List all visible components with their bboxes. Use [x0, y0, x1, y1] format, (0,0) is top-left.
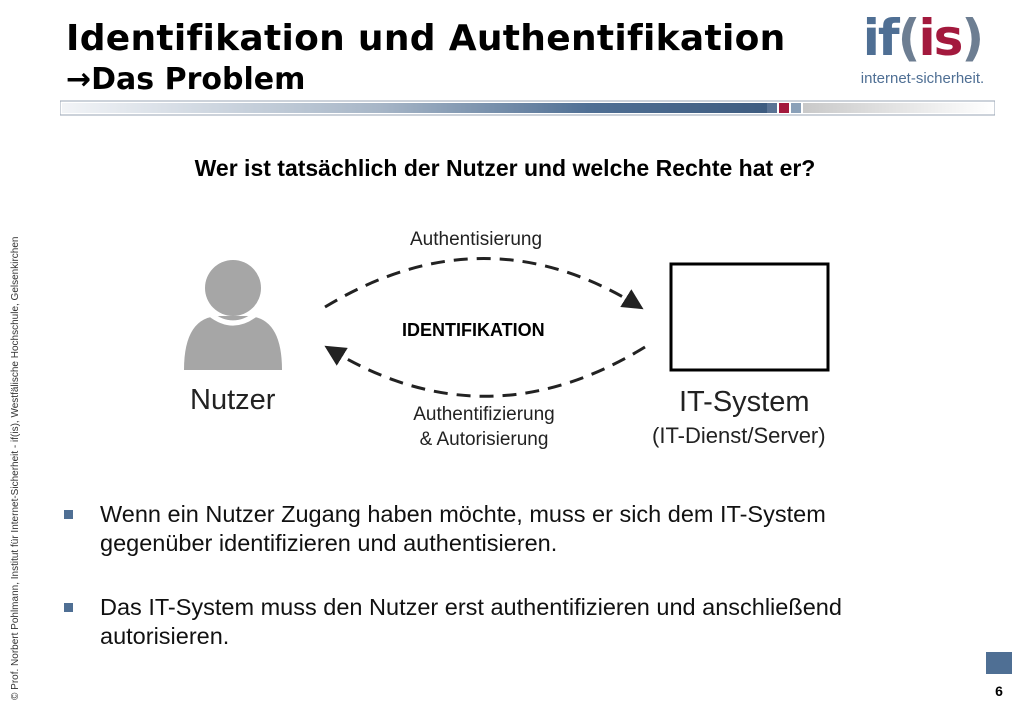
- identifikation-label: IDENTIFIKATION: [402, 320, 545, 340]
- it-system-label: IT-System: [679, 386, 810, 418]
- authentication-arrow: [325, 259, 640, 308]
- it-system-sublabel: (IT-Dienst/Server): [652, 423, 826, 448]
- user-icon: [184, 260, 282, 370]
- list-item: Wenn ein Nutzer Zugang haben möchte, muss er sich dem IT-System gegenüber identifizieren und authentisieren.: [64, 500, 964, 558]
- ifis-logo: [850, 8, 995, 93]
- authentisierung-label: Authentisierung: [410, 229, 543, 250]
- main-question: Wer ist tatsächlich der Nutzer und welche Rechte hat er?: [194, 155, 816, 181]
- bullet-list: [64, 500, 964, 686]
- authorization-arrow: [328, 347, 645, 396]
- logo-wordmark: if(is): [862, 9, 983, 67]
- list-item: Das IT-System muss den Nutzer erst authentifizieren und anschließend autorisieren.: [64, 593, 964, 651]
- page-marker-square: [986, 652, 1012, 674]
- nutzer-label: Nutzer: [190, 384, 276, 416]
- identification-diagram: [170, 220, 870, 460]
- square-bullet-icon: [64, 510, 73, 519]
- logo-tagline: internet-sicherheit.: [860, 70, 985, 87]
- page-subtitle: [66, 60, 305, 100]
- subtitle-text: Das Problem: [91, 62, 306, 97]
- right-arrow-icon: →: [66, 62, 92, 97]
- header-divider-bar: [60, 100, 995, 116]
- authentifizierung-label: Authentifizierung & Autorisierung: [413, 404, 555, 450]
- copyright-notice: © Prof. Norbert Pohlmann, Institut für Internet-Sicherheit - if(is), Westfälische Hochschule, Gelsenkirchen: [10, 236, 21, 700]
- page-title: Identifikation und Authentifikation: [66, 18, 786, 59]
- page-number: 6: [995, 683, 1003, 699]
- server-box-icon: [671, 264, 828, 370]
- square-bullet-icon: [64, 603, 73, 612]
